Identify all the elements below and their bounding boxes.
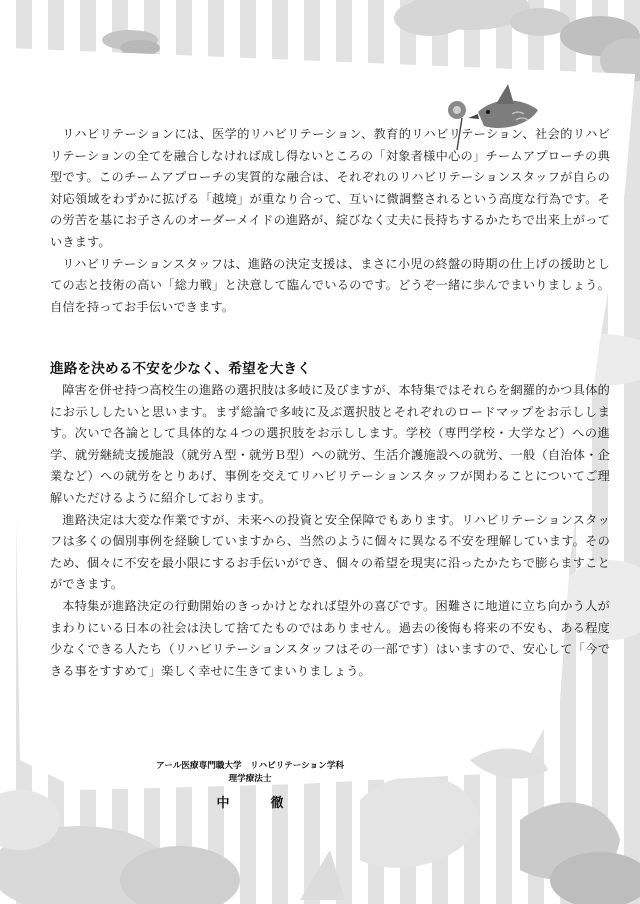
intro-paragraph: リハビリテーションには、医学的リハビリテーション、教育的リハビリテーション、社会的リハビリテーションの全てを融合しなければ成し得ないところの「対象者様中心の」チームアプローチの典型です。このチームアプローチの実質的な融合は、それぞれのリハビリテーションスタッフが自らの対応領域をわずかに拡げる「越境」が重なり合って、互いに微調整されるという高度な行為です。その労苦を基にお子さんのオーダーメイドの進路が、綻びなく丈夫に長持ちするかたちで出来上がっていきます。	[50, 127, 610, 249]
section-heading: 進路を決める不安を少なく、希望を大きく	[50, 361, 311, 377]
author-affiliation: アール医療専門職大学 リハビリテーション学科	[156, 761, 344, 771]
author-title: 理学療法士	[228, 774, 272, 784]
intro-section	[50, 124, 610, 340]
section-paragraph: 進路決定は大変な作業ですが、未来への投資と安全保障でもあります。リハビリテーションスタッフは多くの個別事例を経験していますから、当然のように個々に異なる不安を理解しています。そのため、個々に不安を最小限にするお手伝いができ、個々の希望を現実に沿ったかたちで膨らますことができます。	[50, 512, 610, 592]
section-paragraph: 障害を併せ持つ高校生の進路の選択肢は多岐に及びますが、本特集ではそれらを網羅的かつ具体的にお示ししたいと思います。まず総論で多岐に及ぶ選択肢とそれぞれのロードマップをお示しします。次いで各論として具体的な４つの選択肢をお示しします。学校（専門学校・大学など）への進学、就労継続支援施設（就労Ａ型・就労Ｂ型）への就労、生活介護施設への就労、一般（自治体・企業など）への就労をとりあげ、事例を交えてリハビリテーションスタッフが関わることについてご理解いただけるように紹介しております。	[50, 383, 610, 505]
author-name: 中 徹	[216, 796, 298, 811]
intro-paragraph: リハビリテーションスタッフは、進路の決定支援は、まさに小児の終盤の時期の仕上げの援助としての志と技術の高い「総力戦」と決意して臨んでいるのです。どうぞ一緒に歩んでまいりましょう。自信を持ってお手伝いできます。	[50, 256, 610, 314]
section-paragraph: 本特集が進路決定の行動開始のきっかけとなれば望外の喜びです。困難さに地道に立ち向かう人がまわりにいる日本の社会は決して捨てたものではありません。過去の後悔も将来の不安も、ある程度少なくできる人たち（リハビリテーションスタッフはその一部です）はいますので、安心して「今できる事をすすめて」楽しく幸せに生きてまいりましょう。	[50, 598, 610, 678]
author-signature	[150, 760, 350, 811]
article-body	[50, 124, 610, 682]
